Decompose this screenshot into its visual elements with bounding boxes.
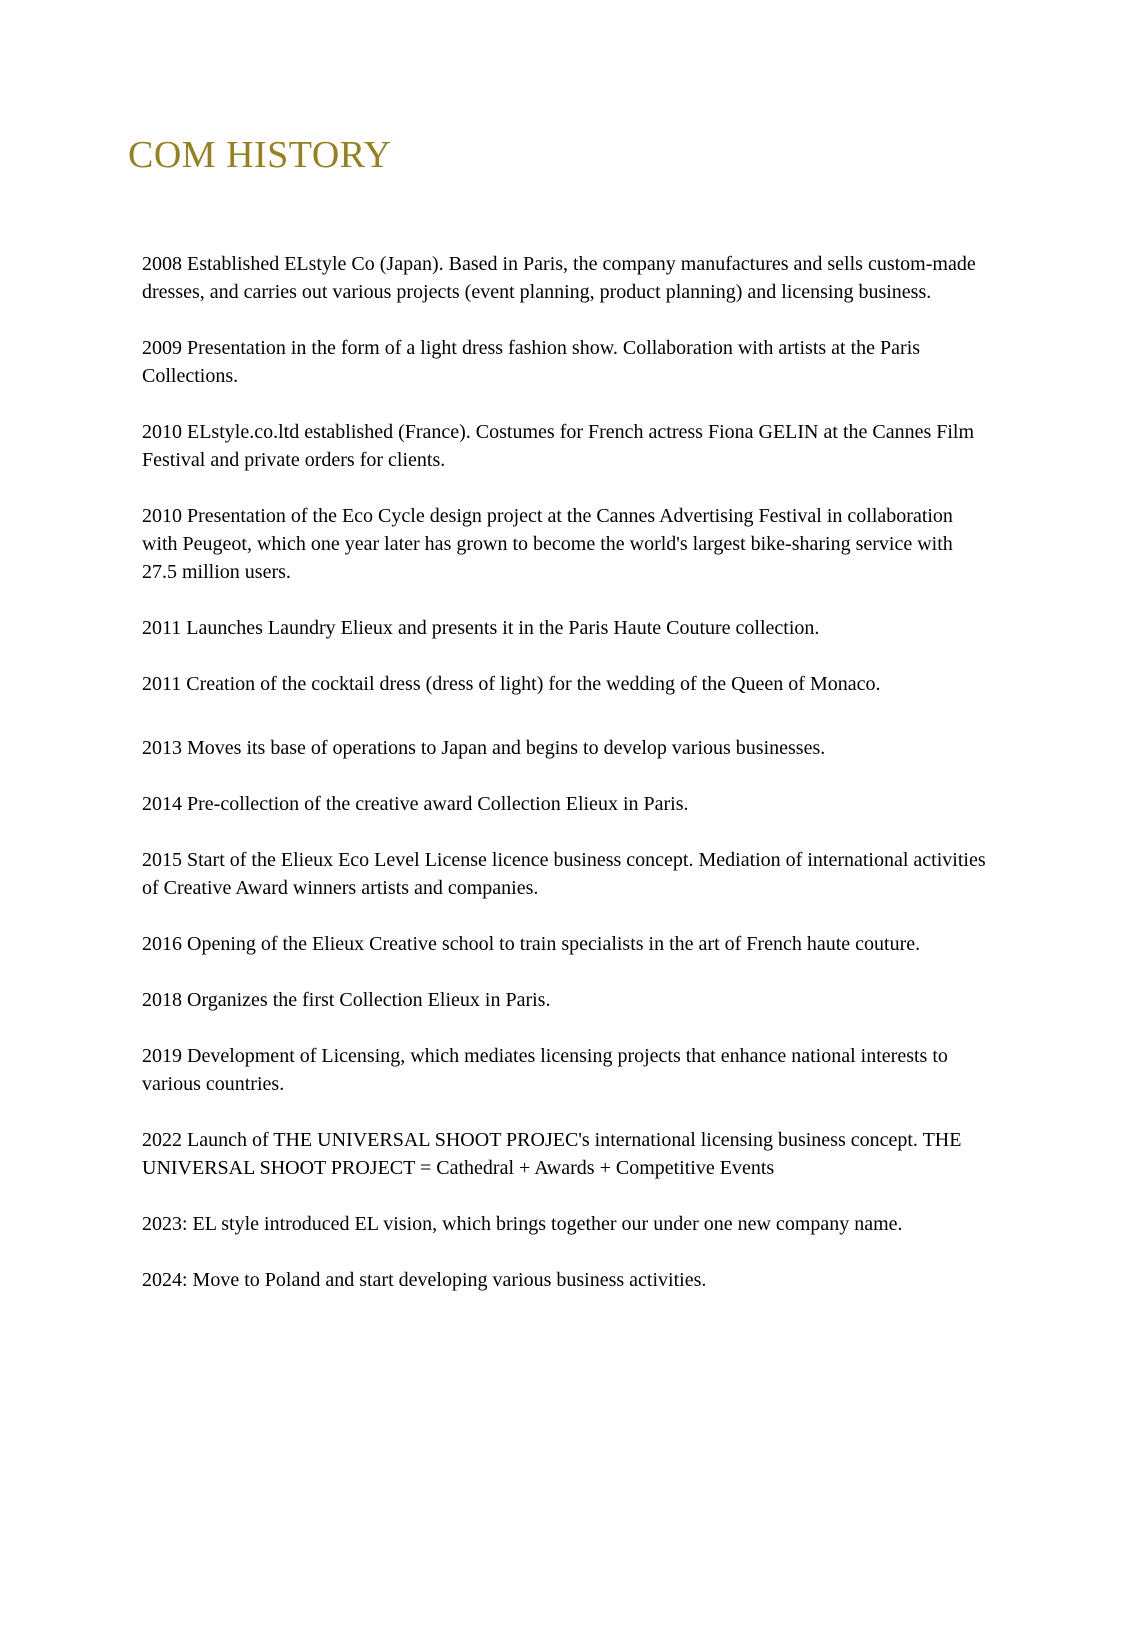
history-entry-2011: 2011 Launches Laundry Elieux and presents it in the Paris Haute Couture collection. [142, 617, 820, 639]
history-entry-2010: 2010 Presentation of the Eco Cycle design project at the Cannes Advertising Festival in collaboration with Peugeot, which one year later has grown to become the world's largest bike-sharing service with 27.5 million users. [142, 505, 953, 583]
history-entry-2013: 2013 Moves its base of operations to Japan and begins to develop various businesses. [142, 737, 826, 759]
history-entry-2014: 2014 Pre-collection of the creative award Collection Elieux in Paris. [142, 793, 689, 815]
history-entry-2009: 2009 Presentation in the form of a light dress fashion show. Collaboration with artists at the Paris Collections. [142, 337, 921, 387]
history-list [142, 250, 987, 1294]
history-entry-2008: 2008 Established ELstyle Co (Japan). Based in Paris, the company manufactures and sells custom-made dresses, and carries out various projects (event planning, product planning) and licensing business. [142, 253, 976, 303]
history-entry-2015: 2015 Start of the Elieux Eco Level License licence business concept. Mediation of international activities of Creative Award winners artists and companies. [142, 849, 986, 899]
page-title: COM HISTORY [128, 134, 392, 176]
history-entry-2019: 2019 Development of Licensing, which mediates licensing projects that enhance national interests to various countries. [142, 1045, 948, 1095]
history-entry-2024: 2024: Move to Poland and start developing various business activities. [142, 1269, 707, 1291]
history-entry-2023: 2023: EL style introduced EL vision, which brings together our under one new company name. [142, 1213, 903, 1235]
history-entry-2011: 2011 Creation of the cocktail dress (dress of light) for the wedding of the Queen of Monaco. [142, 673, 881, 695]
history-entry-2018: 2018 Organizes the first Collection Elieux in Paris. [142, 989, 551, 1011]
history-entry-2016: 2016 Opening of the Elieux Creative school to train specialists in the art of French haute couture. [142, 933, 921, 955]
history-entry-2022: 2022 Launch of THE UNIVERSAL SHOOT PROJEC's international licensing business concept. THE UNIVERSAL SHOOT PROJECT = Cathedral + Awards + Competitive Events [142, 1129, 962, 1179]
history-entry-2010: 2010 ELstyle.co.ltd established (France). Costumes for French actress Fiona GELIN at the Cannes Film Festival and private orders for clients. [142, 421, 975, 471]
